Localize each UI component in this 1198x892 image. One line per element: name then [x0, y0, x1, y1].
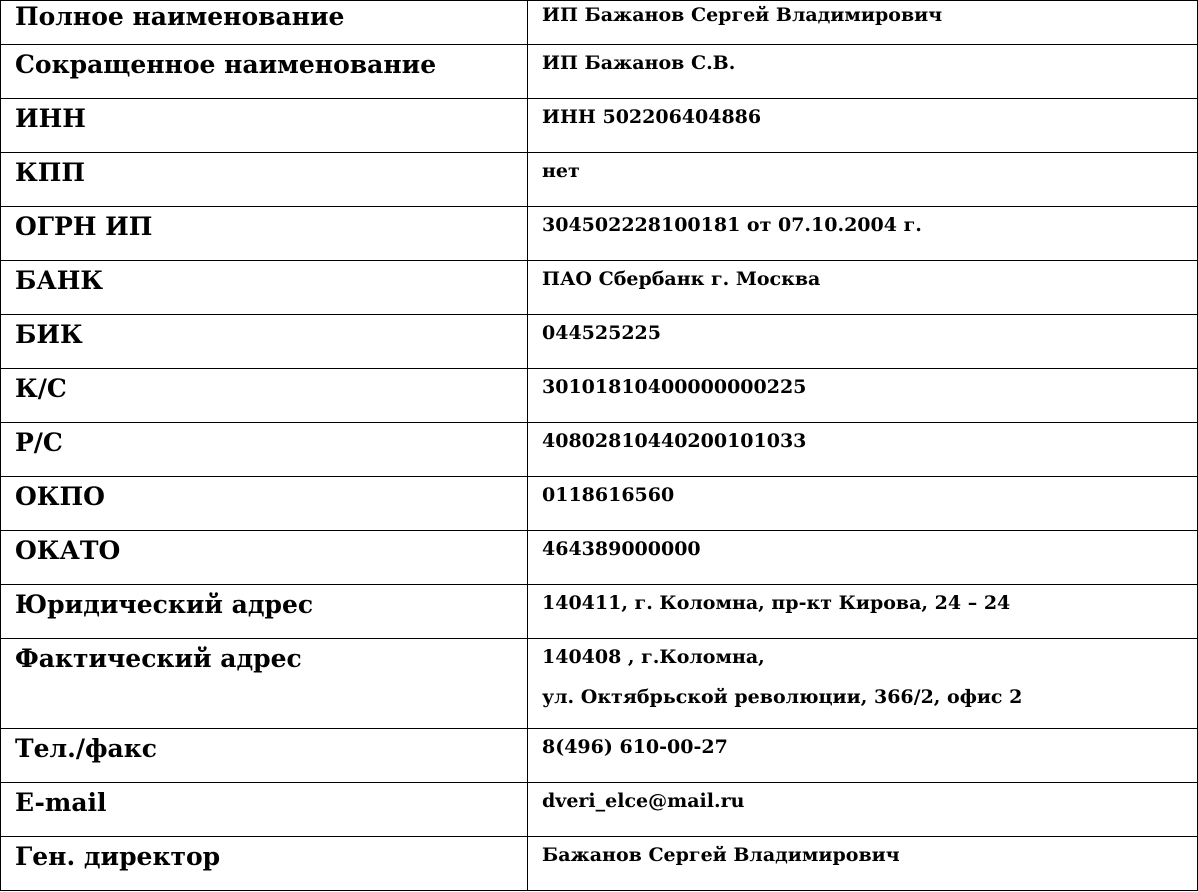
- field-label: ОГРН ИП: [1, 207, 528, 261]
- table-row: [1, 837, 1198, 891]
- field-label: Тел./факс: [1, 729, 528, 783]
- field-label: ОКАТО: [1, 531, 528, 585]
- table-row: [1, 423, 1198, 477]
- table-row: [1, 639, 1198, 729]
- table-row: [1, 153, 1198, 207]
- table-row: [1, 207, 1198, 261]
- table-row: [1, 477, 1198, 531]
- table-row: [1, 531, 1198, 585]
- table-row: [1, 585, 1198, 639]
- field-value: 304502228100181 от 07.10.2004 г.: [528, 207, 1198, 261]
- field-value: 464389000000: [528, 531, 1198, 585]
- address-line-2: ул. Октябрьской революции, 366/2, офис 2: [542, 686, 1023, 708]
- address-line-1: 140408 , г.Коломна,: [542, 646, 765, 668]
- field-value: dveri_elce@mail.ru: [528, 783, 1198, 837]
- field-value: 30101810400000000225: [528, 369, 1198, 423]
- field-label: Сокращенное наименование: [1, 45, 528, 99]
- field-label: БАНК: [1, 261, 528, 315]
- field-value: 8(496) 610-00-27: [528, 729, 1198, 783]
- table-row: [1, 45, 1198, 99]
- field-label: E-mail: [1, 783, 528, 837]
- table-row: [1, 369, 1198, 423]
- field-value: 0118616560: [528, 477, 1198, 531]
- field-value: 40802810440200101033: [528, 423, 1198, 477]
- field-value: [528, 639, 1198, 729]
- field-label: Полное наименование: [1, 1, 528, 45]
- field-value: 044525225: [528, 315, 1198, 369]
- table-row: [1, 729, 1198, 783]
- table-row: [1, 315, 1198, 369]
- field-label: Юридический адрес: [1, 585, 528, 639]
- field-value: ИНН 502206404886: [528, 99, 1198, 153]
- field-value: ПАО Сбербанк г. Москва: [528, 261, 1198, 315]
- field-value: Бажанов Сергей Владимирович: [528, 837, 1198, 891]
- field-value: ИП Бажанов С.В.: [528, 45, 1198, 99]
- field-label: Фактический адрес: [1, 639, 528, 729]
- field-label: ОКПО: [1, 477, 528, 531]
- field-value: ИП Бажанов Сергей Владимирович: [528, 1, 1198, 45]
- table-row: [1, 1, 1198, 45]
- table-row: [1, 783, 1198, 837]
- table-row: [1, 261, 1198, 315]
- field-value: 140411, г. Коломна, пр-кт Кирова, 24 – 24: [528, 585, 1198, 639]
- field-label: Р/С: [1, 423, 528, 477]
- field-label: БИК: [1, 315, 528, 369]
- table-row: [1, 99, 1198, 153]
- field-label: К/С: [1, 369, 528, 423]
- field-label: Ген. директор: [1, 837, 528, 891]
- field-label: КПП: [1, 153, 528, 207]
- field-value: нет: [528, 153, 1198, 207]
- field-label: ИНН: [1, 99, 528, 153]
